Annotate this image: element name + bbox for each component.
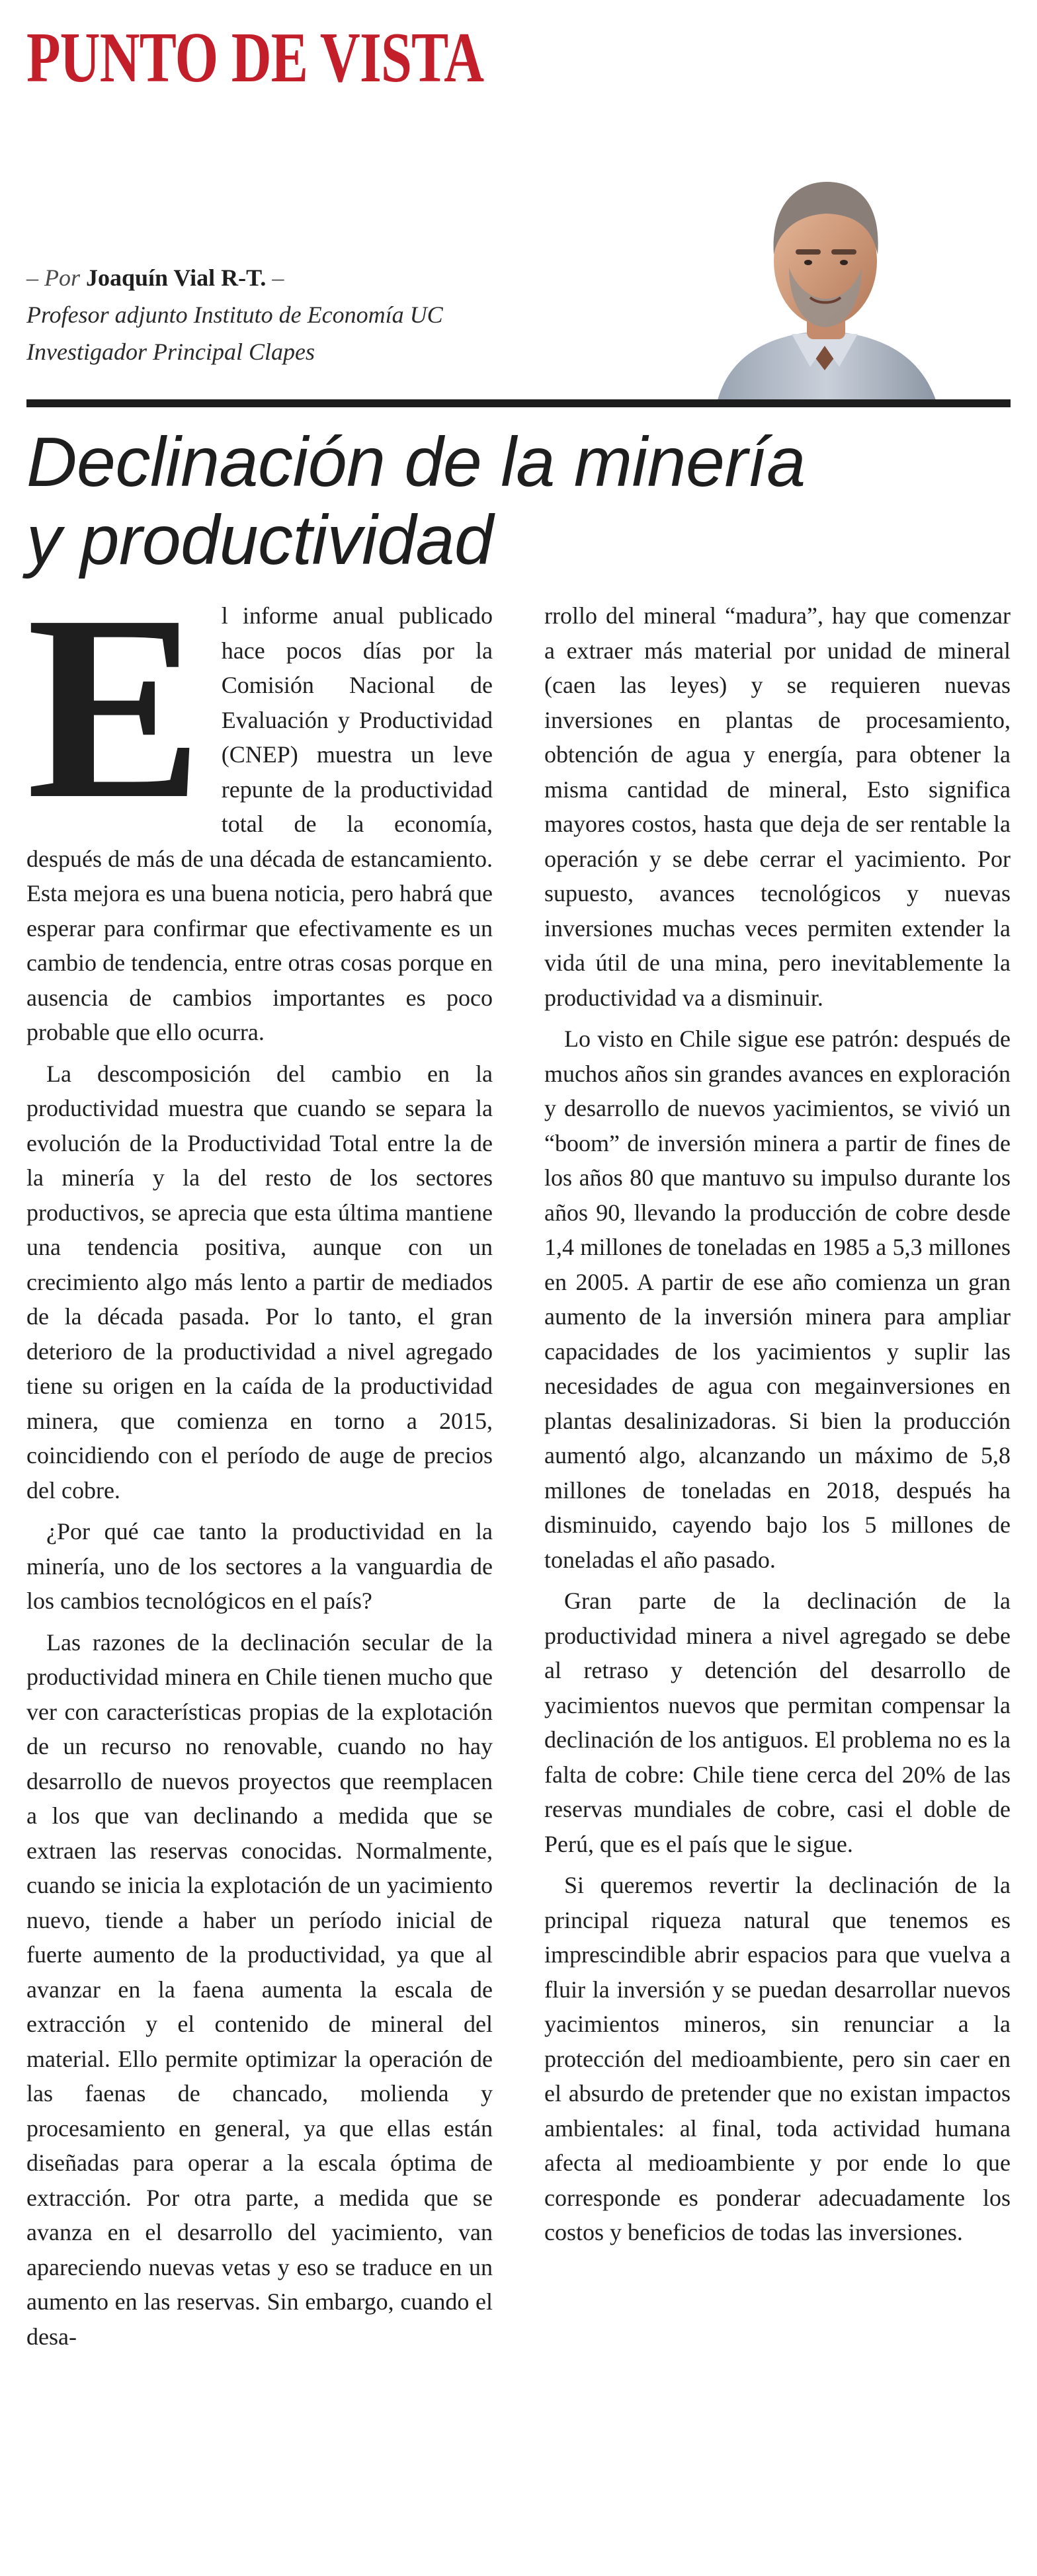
header-divider [26, 399, 1011, 407]
article-paragraph: Las razones de la declinación secular de la productividad minera en Chile tienen mucho que ver con características propias de la explotación de un recurso no renovable, cuando no hay desarrollo de nuevos proyectos que reemplacen a los que van declinando a medida que se extraen las reservas conocidas. Normalmente, cuando se inicia la explotación de un yacimiento nuevo, tiende a haber un período inicial de fuerte aumento de la productividad, ya que al avanzar en la faena aumenta la escala de extracción y el contenido de mineral del material. Ello permite optimizar la operación de las faenas de chancado, molienda y procesamiento en general, ya que ellas están diseñadas para operar a la escala óptima de extracción. Por otra parte, a medida que se avanza en el desarrollo del yacimiento, van apareciendo nuevas vetas y eso se traduce en un aumento en las reservas. Sin embargo, cuando el desa- [26, 1629, 493, 2350]
author-name: Joaquín Vial R-T. [86, 264, 267, 291]
article-paragraph: Lo visto en Chile sigue ese patrón: después de muchos años sin grandes avances en exploración y desarrollo de nuevos yacimientos, se vivió un “boom” de inversión minera a partir de fines de los años 80 que mantuvo su impulso durante los años 90, llevando la producción de cobre desde 1,4 millones de toneladas en 1985 a 5,3 millones en 2005. A partir de ese año comienza un gran aumento de la inversión minera para ampliar capacidades de los yacimientos y suplir las necesidades de agua con megainversiones en plantas desalinizadoras. Si bien la producción aumentó algo, alcanzando un máximo de 5,8 millones de toneladas en 2018, después ha disminuido, cayendo bajo los 5 millones de toneladas el año pasado. [544, 1026, 1011, 1573]
author-prefix: – Por [26, 264, 86, 291]
byline [26, 259, 443, 370]
drop-cap: E [26, 561, 203, 854]
article-column-left [26, 561, 493, 2360]
article-headline [26, 423, 1011, 579]
author-portrait-image [711, 169, 939, 400]
article-paragraph [26, 561, 493, 1050]
article-paragraph: Gran parte de la declinación de la productividad minera a nivel agregado se debe al retraso y detención del desarrollo de yacimientos nuevos que permitan compensar la declinación de los antiguos. El problema no es la falta de cobre: Chile tiene cerca del 20% de las reservas mundiales de cobre, casi el doble de Perú, que es el país que le sigue. [544, 1588, 1011, 1857]
author-suffix: – [266, 264, 284, 291]
article-paragraph: Si queremos revertir la declinación de la principal riqueza natural que tenemos es imprescindible abrir espacios para que vuelva a fluir la inversión y se puedan desarrollar nuevos yacimientos mineros, sin renunciar a la protección del medioambiente, pero sin caer en el absurdo de pretender que no existan impactos ambientales: al final, toda actividad humana afecta al medioambiente y por ende lo que corresponde es ponderar adecuadamente los costos y beneficios de todas las inversiones. [544, 1872, 1011, 2245]
article-paragraph: rrollo del mineral “madura”, hay que comenzar a extraer más material por unidad de mineral (caen las leyes) y se requieren nuevas inversiones en plantas de procesamiento, obtención de agua y energía, para obtener la misma cantidad de mineral, Esto significa mayores costos, hasta que deja de ser rentable la operación y se debe cerrar el yacimiento. Por supuesto, avances tecnológicos y nuevas inversiones muchas veces permiten extender la vida útil de una mina, pero inevitablemente la productividad va a disminuir. [544, 602, 1011, 1011]
article-column-right [544, 598, 1011, 2257]
author-role-1: Profesor adjunto Instituto de Economía UC [26, 302, 443, 328]
article-paragraph: ¿Por qué cae tanto la productividad en la minería, uno de los sectores a la vanguardia de los cambios tecnológicos en el país? [26, 1518, 493, 1614]
headline-line-1: Declinación de la minería [26, 423, 806, 501]
section-title: PUNTO DE VISTA [26, 19, 484, 97]
author-role-2: Investigador Principal Clapes [26, 339, 315, 365]
author-line [26, 259, 443, 296]
author-portrait [711, 169, 939, 400]
article-page [26, 0, 1011, 2576]
headline-line-2: y productividad [26, 501, 493, 579]
article-paragraph: La descomposición del cambio en la productividad muestra que cuando se separa la evolución de la Productividad Total entre la de la minería y la del resto de los sectores productivos, se aprecia que esta última mantiene una tendencia positiva, aunque con un crecimiento algo más lento a partir de mediados de la década pasada. Por lo tanto, el gran deterioro de la productividad a nivel agregado tiene su origen en la caída de la productividad minera, que comienza en torno a 2015, coincidiendo con el período de auge de precios del cobre. [26, 1060, 493, 1504]
paragraph-text: l informe anual publicado hace pocos días por la Comisión Nacional de Evaluación y Productividad (CNEP) muestra un leve repunte de la productividad total de la economía, después de más de una década de estancamiento. Esta mejora es una buena noticia, pero habrá que esperar para confirmar que efectivamente es un cambio de tendencia, entre otras cosas porque en ausencia de cambios importantes es poco probable que ello ocurra. [26, 602, 493, 1045]
